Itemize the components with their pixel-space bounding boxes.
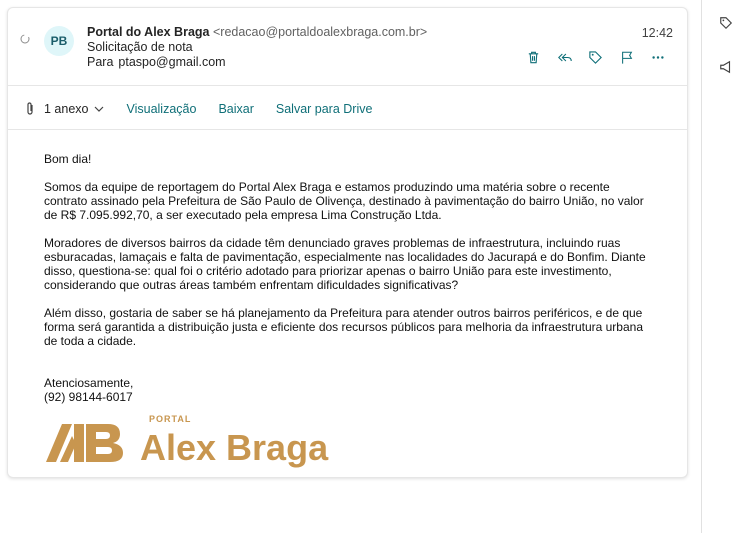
delete-icon [526, 50, 541, 65]
closing: Atenciosamente, [44, 376, 134, 390]
more-actions-button[interactable] [642, 48, 673, 66]
flag-button[interactable] [611, 48, 642, 66]
logo-big-text: Alex Braga [140, 427, 329, 468]
logo-mark-icon [46, 424, 123, 462]
attachment-count[interactable]: 1 anexo [44, 102, 89, 116]
message-body [44, 152, 656, 404]
phone-number: (92) 98144-6017 [44, 390, 133, 404]
recipient-address[interactable]: ptaspo@gmail.com [118, 55, 226, 69]
portal-logo [46, 408, 366, 468]
attachment-divider [8, 129, 687, 130]
body-paragraph-2: Moradores de diversos bairros da cidade têm denunciado graves problemas de infraestrutura, incluindo ruas esburacadas, lamaçais e falta de pavimentação, especialmente nas localidades do Jacurapá e do Bonfim. Diante disso, questiona-se: qual foi o critério adotado para priorizar apenas o bairro União para este investimento, considerando que outras áreas também enfrentam dificuldades significativas? [44, 236, 646, 292]
logo-small-text: PORTAL [149, 414, 192, 424]
message-header [87, 25, 427, 70]
sender-name[interactable]: Portal do Alex Braga [87, 25, 210, 39]
reply-all-button[interactable] [549, 48, 580, 66]
right-rail [701, 0, 733, 533]
megaphone-icon[interactable] [719, 60, 733, 74]
delete-button[interactable] [518, 48, 549, 66]
body-paragraph-3: Além disso, gostaria de saber se há planejamento da Prefeitura para atender outros bairros periféricos, e de que forma será garantida a distribuição justa e eficiente dos recursos públicos para melhoria da infraestrutura urbana de toda a cidade. [44, 306, 643, 348]
message-actions [518, 48, 673, 66]
select-radio-icon[interactable] [20, 34, 30, 44]
more-icon [651, 50, 665, 65]
attachment-bar [24, 101, 372, 117]
subject-line: Solicitação de nota [87, 40, 193, 54]
body-paragraph-1: Somos da equipe de reportagem do Portal Alex Braga e estamos produzindo uma matéria sobre o recente contrato assinado pela Prefeitura de São Paulo de Olivença, destinado à pavimentação do bairro União, no valor de R$ 7.095.992,70, a ser executado pela empresa Lima Construção Ltda. [44, 180, 644, 222]
header-divider [8, 85, 687, 86]
preview-link[interactable]: Visualização [126, 102, 197, 116]
download-link[interactable]: Baixar [218, 102, 254, 116]
paperclip-icon [24, 101, 36, 117]
sender-email: <redacao@portaldoalexbraga.com.br> [212, 25, 428, 39]
signature [44, 376, 656, 404]
message-card [7, 7, 688, 478]
reply-all-icon [557, 50, 573, 65]
chevron-down-icon[interactable] [94, 105, 104, 113]
timestamp: 12:42 [641, 26, 673, 40]
to-label: Para [87, 55, 114, 69]
avatar: PB [44, 26, 74, 56]
flag-icon [620, 50, 634, 65]
tag-button[interactable] [580, 48, 611, 66]
tag-icon[interactable] [719, 16, 733, 30]
greeting: Bom dia! [44, 152, 92, 166]
save-to-drive-link[interactable]: Salvar para Drive [275, 102, 373, 116]
tag-icon [588, 50, 603, 65]
